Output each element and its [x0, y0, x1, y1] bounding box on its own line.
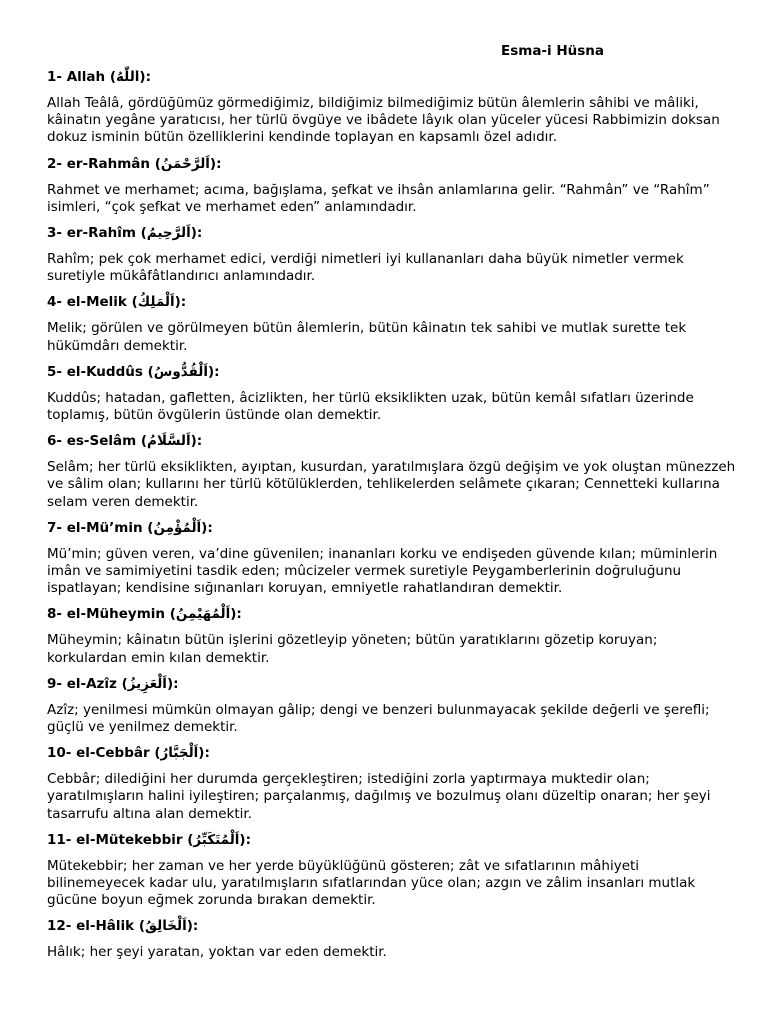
entry-heading: 3- er-Rahîm (اَلرَّحِيمُ):: [47, 225, 203, 242]
document-title: Esma-i Hüsna: [501, 43, 605, 59]
entry-body: Azîz; yenilmesi mümkün olmayan gâlip; dengi ve benzeri bulunmayacak şekilde değerli ve şerefli; güçlü ve yenilmez demektir.: [47, 701, 710, 736]
entry: [47, 520, 727, 598]
entry-body: Melik; görülen ve görülmeyen bütün âlemlerin, bütün kâinatın tek sahibi ve mutlak surette tek hükümdârı demektir.: [47, 320, 687, 354]
entry-heading: 4- el-Melik (اَلْمَلِكُ):: [47, 294, 187, 311]
entry: [47, 69, 727, 147]
entry: [47, 606, 727, 666]
entry: [47, 225, 727, 285]
entry-body: Kuddûs; hatadan, gafletten, âcizlikten, her türlü eksiklikten uzak, bütün kemâl sıfatları üzerinde toplamış, bütün övgülerin üstünde olan demektir.: [47, 389, 694, 424]
entry-heading: 1- Allah (ﺍﻟﻠّٰﻪُ):: [47, 69, 151, 85]
entry-body: Müheymin; kâinatın bütün işlerini gözetleyip yöneten; bütün yaratıklarını gözetip koruyan; korkulardan emin kılan demektir.: [47, 632, 658, 666]
entry-heading: 6- es-Selâm (اَلسَّلَامُ):: [47, 433, 203, 450]
document-page: [47, 43, 736, 971]
entry: [47, 676, 727, 736]
entry: [47, 294, 727, 354]
entry-body: Mü’min; güven veren, va’dine güvenilen; inananları korku ve endişeden güvende kılan; müminlerin imân ve samimiyetini tasdik eden; mûcizeler vermek suretiyle Peygamberlerinin doğruluğunu ispatlayan; kendisine sığınanları koruyan, emniyetle rahatlandıran demektir.: [47, 545, 718, 597]
entry-body: Cebbâr; dilediğini her durumda gerçekleştiren; istediğini zorla yaptırmaya muktedir olan; yaratılmışların halini iyileştiren; parçalanmış, dağılmış ve bozulmuş olanı düzeltip onaran; her şeyi tasarrufu altına alan demektir.: [47, 771, 711, 822]
entry: [47, 745, 727, 823]
entry-heading: 10- el-Cebbâr (اَلْجَبَّارُ):: [47, 745, 210, 762]
entries-list: [47, 69, 736, 962]
entry: [47, 156, 727, 216]
entry-body: Hâlık; her şeyi yaratan, yoktan var eden demektir.: [47, 944, 387, 961]
entry-heading: 12- el-Hâlik (اَلْخَالِقُ):: [47, 918, 199, 935]
entry-heading: 8- el-Müheymin (اَلْمُهَيْمِنُ):: [47, 606, 242, 623]
entry-heading: 7- el-Mü’min (اَلْمُؤْمِنُ):: [47, 519, 213, 536]
entry: [47, 364, 727, 424]
entry-heading: 11- el-Mütekebbir (اَلْمُتَكَبِّرُ):: [47, 831, 251, 848]
entry: [47, 918, 727, 961]
entry: [47, 832, 727, 910]
entry-body: Rahîm; pek çok merhamet edici, verdiği nimetleri iyi kullananları daha büyük nimetler vermek suretiyle mükâfâtlandırıcı anlamındadır.: [47, 251, 684, 285]
entry-body: Mütekebbir; her zaman ve her yerde büyüklüğünü gösteren; zât ve sıfatlarının mâhiyeti bilinemeyecek kadar ulu, yaratılmışların sıfatlarından yüce olan; azgın ve zâlim insanları mutlak gücüne boyun eğmek zorunda bırakan demektir.: [47, 857, 696, 909]
entry-body: Selâm; her türlü eksiklikten, ayıptan, kusurdan, yaratılmışlara özgü değişim ve yok oluştan münezzeh ve sâlim olan; kullarını her türlü kötülüklerden, tehlikelerden selâmete çıkaran; Cennetteki kullarına selam veren demektir.: [47, 459, 736, 510]
entry-heading: 9- el-Azîz (اَلْعَزِيزُ):: [47, 675, 179, 692]
entry-body: Allah Teâlâ, gördüğümüz görmediğimiz, bildiğimiz bilmediğimiz bütün âlemlerin sâhibi ve mâliki, kâinatın yegâne yaratıcısı, her türlü övgüye ve ibâdete lâyık olan yüceler yücesi Rabbimizin doksan dokuz isminin bütün özelliklerini kendinde toplayan en kapsamlı özel adıdır.: [47, 95, 720, 146]
entry-body: Rahmet ve merhamet; acıma, bağışlama, şefkat ve ihsân anlamlarına gelir. “Rahmân” ve “Rahîm” isimleri, “çok şefkat ve merhamet eden” anlamındadır.: [47, 181, 710, 215]
entry-heading: 2- er-Rahmân (اَلرَّحْمَنُ):: [47, 155, 222, 172]
entry-heading: 5- el-Kuddûs (اَلْقُدُّوسُ):: [47, 363, 220, 380]
entry: [47, 433, 736, 511]
